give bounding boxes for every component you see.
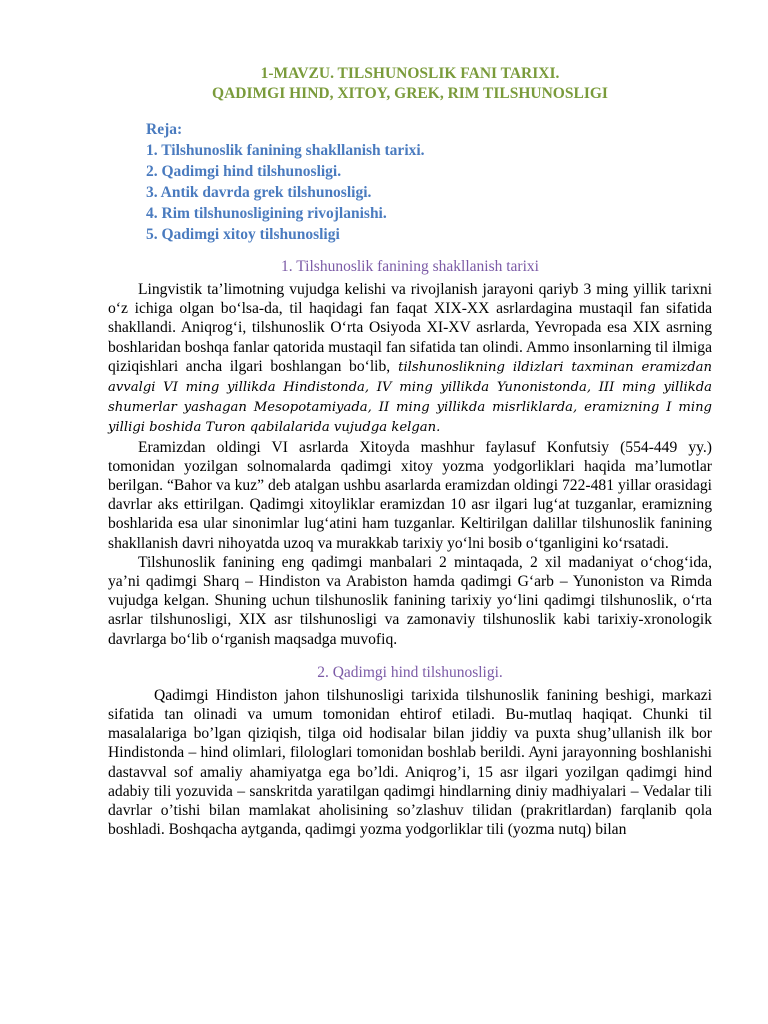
paragraph-text: Lingvistik ta’limotning vujudga kelishi va rivojlanish jarayoni qariyb 3 ming yillik tarixni o‘z ichiga olgan bo‘lsa-da, til haqidagi fan faqat XIX-XX asrlardagina mustaqil fan sifatida shakllandi. Aniqrog‘i, tilshunoslik O‘rta Osiyoda XI-XV asrlarda, Yevropada esa XIX asrning boshlaridan boshqa fanlar qatorida mustaqil fan sifatida tan olindi. Ammo insonlarning til ilmiga qiziqishlari ancha ilgari boshlangan bo‘lib, xyxy=(108,281,712,375)
plan-list xyxy=(146,119,712,245)
section-1-heading: 1. Tilshunoslik fanining shakllanish tarixi xyxy=(281,258,539,275)
section-1-paragraph-3: Tilshunoslik fanining eng qadimgi manbalari 2 mintaqada, 2 xil madaniyat o‘chog‘ida, ya’ni qadimgi Sharq – Hindiston va Arabiston hamda qadimgi G‘arb – Yunoniston va Rimda vujudga kelgan. Shuning uchun tilshunoslik fanining tarixiy yo‘lini qadimgi tilshunoslik, o‘rta asrlar tilshunosligi, XIX asr tilshunosligi va zamonaviy tilshunoslik kabi tarixiy-xronologik davrlarga bo‘lib o‘rganish maqsadga muvofiq. xyxy=(108,553,712,648)
plan-item: 4. Rim tilshunosligining rivojlanishi. xyxy=(146,205,387,222)
title-line-2: QADIMGI HIND, XITOY, GREK, RIM TILSHUNOSLIGI xyxy=(212,85,608,102)
document-page xyxy=(108,64,712,839)
section-2-heading: 2. Qadimgi hind tilshunosligi. xyxy=(317,663,503,681)
plan-item: 1. Tilshunoslik fanining shakllanish tarixi. xyxy=(146,142,425,159)
plan-item: 3. Antik davrda grek tilshunosligi. xyxy=(146,184,372,201)
plan-heading: Reja: xyxy=(146,121,183,138)
section-1-paragraph-1 xyxy=(108,280,712,438)
document-title xyxy=(108,64,712,104)
section-2-paragraph-1: Qadimgi Hindiston jahon tilshunosligi tarixida tilshunoslik fanining beshigi, markazi sifatida tan olinadi va umum tomonidan ehtirof etiladi. Bu-mutlaq haqiqat. Chunki til masalalariga bo’lgan qiziqish, tilga oid hodisalar bilan jiddiy va puxta shug’ullanish ilk bor Hindistonda – hind olimlari, filologlari tomonidan boshlab berildi. Ayni jarayonning boshlanishi dastavval sof amaliy ahamiyatga ega bo’ldi. Aniqrog’i, 15 asr ilgari yozilgan qadimgi hind adabiy tili yozuvida – sanskritda yaratilgan qadimgi hindlarning diniy madhiyalari – Vedalar tili davrlar o’tishi bilan mamlakat aholisining so’zlashuv tilidan (prakritlardan) farqlanib qola boshladi. Boshqacha aytganda, qadimgi yozma yodgorliklar tili (yozma nutq) bilan xyxy=(108,686,712,839)
section-1-paragraph-2: Eramizdan oldingi VI asrlarda Xitoyda mashhur faylasuf Konfutsiy (554-449 yy.) tomonidan yozilgan solnomalarda qadimgi xitoy yozma yodgorliklari haqida ma’lumotlar berilgan. “Bahor va kuz” deb atalgan ushbu asarlarda eramizdan oldingi 722-481 yillar orasidagi davrlar aks ettirilgan. Qadimgi xitoyliklar eramizdan 10 asr ilgari lug‘at tuzganlar, eramizning boshlarida esa ular sinonimlar lug‘atini ham tuzganlar. Keltirilgan dalillar tilshunoslik fanining shakllanish davri nihoyatda uzoq va murakkab tarixiy yo‘lni bosib o‘tganligini ko‘rsatadi. xyxy=(108,438,712,552)
plan-item: 2. Qadimgi hind tilshunosligi. xyxy=(146,163,342,180)
title-line-1: 1-MAVZU. TILSHUNOSLIK FANI TARIXI. xyxy=(260,65,560,82)
paragraph-italic-text: tilshunoslikning ildizlari taxminan eramizdan avvalgi VI ming yillikda Hindistonda, IV ming yillikda Yunonistonda, III ming yillikda shumerlar yashagan Mesopotamiyada, II ming yillikda misrliklarda, eramizning I ming yilligi boshida Turon qabilalarida vujudga kelgan. xyxy=(108,359,712,436)
plan-item: 5. Qadimgi xitoy tilshunosligi xyxy=(146,226,340,243)
